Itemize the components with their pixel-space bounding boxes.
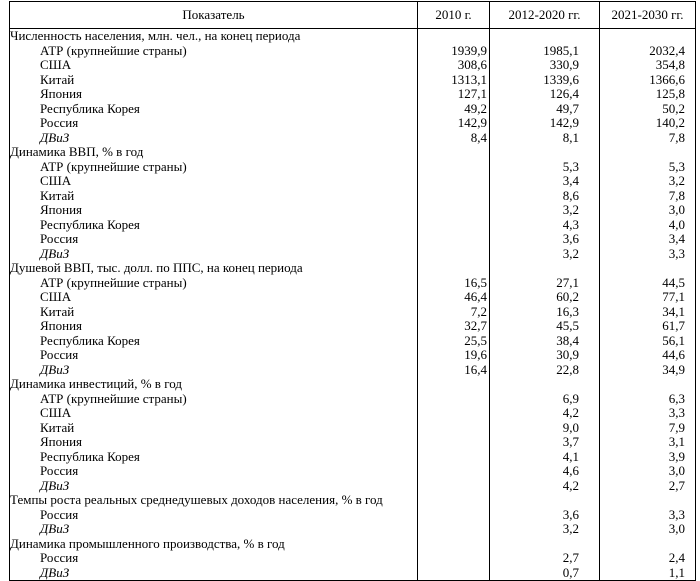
row-label: Китай (10, 305, 418, 320)
row-label: ДВиЗ (10, 131, 418, 146)
empty-cell (418, 29, 490, 44)
row-label: США (10, 406, 418, 421)
value-2021-2030: 354,8 (600, 58, 696, 73)
value-2010 (418, 247, 490, 262)
table-row (10, 508, 696, 523)
value-2012-2020: 6,9 (490, 392, 600, 407)
value-2021-2030: 2,7 (600, 479, 696, 494)
empty-cell (600, 29, 696, 44)
value-2021-2030: 56,1 (600, 334, 696, 349)
table-row (10, 189, 696, 204)
empty-cell (490, 537, 600, 552)
value-2010 (418, 189, 490, 204)
value-2021-2030: 3,0 (600, 464, 696, 479)
table-row (10, 348, 696, 363)
row-label: Республика Корея (10, 450, 418, 465)
header-2012-2020: 2012-2020 гг. (490, 2, 600, 29)
section-title: Темпы роста реальных среднедушевых доходов населения, % в год (10, 493, 418, 508)
value-2010: 1313,1 (418, 73, 490, 88)
row-label: Япония (10, 435, 418, 450)
empty-cell (490, 145, 600, 160)
value-2010: 8,4 (418, 131, 490, 146)
section-title: Динамика ВВП, % в год (10, 145, 418, 160)
value-2010 (418, 566, 490, 581)
table-row (10, 73, 696, 88)
value-2021-2030: 140,2 (600, 116, 696, 131)
value-2010: 19,6 (418, 348, 490, 363)
row-label: Россия (10, 116, 418, 131)
value-2012-2020: 16,3 (490, 305, 600, 320)
value-2012-2020: 1985,1 (490, 44, 600, 59)
table-row (10, 203, 696, 218)
value-2010 (418, 479, 490, 494)
value-2010 (418, 435, 490, 450)
value-2012-2020: 3,6 (490, 232, 600, 247)
value-2012-2020: 45,5 (490, 319, 600, 334)
empty-cell (600, 145, 696, 160)
row-label: АТР (крупнейшие страны) (10, 160, 418, 175)
table-row (10, 305, 696, 320)
section-row (10, 145, 696, 160)
value-2012-2020: 9,0 (490, 421, 600, 436)
empty-cell (418, 261, 490, 276)
value-2012-2020: 0,7 (490, 566, 600, 581)
table-row (10, 160, 696, 175)
table-row (10, 58, 696, 73)
value-2012-2020: 1339,6 (490, 73, 600, 88)
empty-cell (600, 261, 696, 276)
value-2021-2030: 3,3 (600, 406, 696, 421)
row-label: Япония (10, 319, 418, 334)
value-2012-2020: 3,2 (490, 522, 600, 537)
value-2021-2030: 50,2 (600, 102, 696, 117)
value-2010: 308,6 (418, 58, 490, 73)
value-2010 (418, 174, 490, 189)
table-row (10, 566, 696, 581)
value-2012-2020: 22,8 (490, 363, 600, 378)
table-row (10, 218, 696, 233)
table-row (10, 247, 696, 262)
value-2021-2030: 2032,4 (600, 44, 696, 59)
section-row (10, 377, 696, 392)
table-row (10, 44, 696, 59)
empty-cell (418, 145, 490, 160)
value-2012-2020: 142,9 (490, 116, 600, 131)
section-row (10, 261, 696, 276)
row-label: Россия (10, 348, 418, 363)
value-2021-2030: 2,4 (600, 551, 696, 566)
value-2012-2020: 5,3 (490, 160, 600, 175)
value-2021-2030: 6,3 (600, 392, 696, 407)
value-2012-2020: 4,2 (490, 479, 600, 494)
value-2021-2030: 3,4 (600, 232, 696, 247)
section-row (10, 493, 696, 508)
section-title: Численность населения, млн. чел., на конец периода (10, 29, 418, 44)
value-2010: 49,2 (418, 102, 490, 117)
header-2010: 2010 г. (418, 2, 490, 29)
value-2021-2030: 7,8 (600, 189, 696, 204)
row-label: ДВиЗ (10, 247, 418, 262)
table-row (10, 276, 696, 291)
table-row (10, 232, 696, 247)
forecast-table (9, 1, 696, 581)
value-2012-2020: 126,4 (490, 87, 600, 102)
value-2021-2030: 3,0 (600, 522, 696, 537)
empty-cell (490, 377, 600, 392)
table-row (10, 522, 696, 537)
row-label: Россия (10, 464, 418, 479)
value-2012-2020: 4,2 (490, 406, 600, 421)
table-row (10, 406, 696, 421)
value-2021-2030: 1,1 (600, 566, 696, 581)
value-2012-2020: 27,1 (490, 276, 600, 291)
value-2012-2020: 8,6 (490, 189, 600, 204)
header-row (10, 2, 696, 29)
value-2012-2020: 3,6 (490, 508, 600, 523)
empty-cell (418, 493, 490, 508)
empty-cell (600, 537, 696, 552)
value-2010 (418, 522, 490, 537)
table-row (10, 319, 696, 334)
value-2010 (418, 551, 490, 566)
row-label: ДВиЗ (10, 522, 418, 537)
table-row (10, 464, 696, 479)
table-body (10, 29, 696, 581)
value-2012-2020: 4,1 (490, 450, 600, 465)
value-2010: 25,5 (418, 334, 490, 349)
value-2012-2020: 60,2 (490, 290, 600, 305)
table-row (10, 116, 696, 131)
value-2021-2030: 3,9 (600, 450, 696, 465)
value-2012-2020: 3,7 (490, 435, 600, 450)
value-2010: 127,1 (418, 87, 490, 102)
value-2012-2020: 3,4 (490, 174, 600, 189)
value-2010: 16,5 (418, 276, 490, 291)
value-2012-2020: 38,4 (490, 334, 600, 349)
value-2021-2030: 5,3 (600, 160, 696, 175)
value-2012-2020: 4,3 (490, 218, 600, 233)
row-label: Китай (10, 73, 418, 88)
value-2021-2030: 125,8 (600, 87, 696, 102)
empty-cell (490, 493, 600, 508)
row-label: ДВиЗ (10, 479, 418, 494)
section-title: Душевой ВВП, тыс. долл. по ППС, на конец периода (10, 261, 418, 276)
row-label: Республика Корея (10, 334, 418, 349)
value-2021-2030: 34,1 (600, 305, 696, 320)
header-2021-2030: 2021-2030 гг. (600, 2, 696, 29)
header-indicator: Показатель (10, 2, 418, 29)
row-label: Китай (10, 189, 418, 204)
value-2010: 32,7 (418, 319, 490, 334)
value-2012-2020: 330,9 (490, 58, 600, 73)
table-row (10, 450, 696, 465)
table-row (10, 363, 696, 378)
table-row (10, 290, 696, 305)
row-label: США (10, 174, 418, 189)
empty-cell (418, 377, 490, 392)
value-2010 (418, 421, 490, 436)
empty-cell (418, 537, 490, 552)
value-2010 (418, 406, 490, 421)
value-2012-2020: 3,2 (490, 247, 600, 262)
table-row (10, 131, 696, 146)
row-label: АТР (крупнейшие страны) (10, 392, 418, 407)
value-2021-2030: 3,3 (600, 247, 696, 262)
value-2021-2030: 3,0 (600, 203, 696, 218)
value-2021-2030: 61,7 (600, 319, 696, 334)
empty-cell (490, 261, 600, 276)
value-2010 (418, 508, 490, 523)
value-2010: 46,4 (418, 290, 490, 305)
table-row (10, 479, 696, 494)
value-2010 (418, 392, 490, 407)
row-label: ДВиЗ (10, 566, 418, 581)
row-label: Республика Корея (10, 218, 418, 233)
row-label: Россия (10, 551, 418, 566)
value-2021-2030: 1366,6 (600, 73, 696, 88)
value-2010 (418, 464, 490, 479)
empty-cell (490, 29, 600, 44)
table-row (10, 551, 696, 566)
table-row (10, 421, 696, 436)
value-2021-2030: 34,9 (600, 363, 696, 378)
empty-cell (600, 493, 696, 508)
value-2010: 7,2 (418, 305, 490, 320)
value-2021-2030: 3,1 (600, 435, 696, 450)
value-2021-2030: 77,1 (600, 290, 696, 305)
table-row (10, 334, 696, 349)
value-2010 (418, 203, 490, 218)
section-title: Динамика промышленного производства, % в год (10, 537, 418, 552)
value-2010 (418, 232, 490, 247)
empty-cell (600, 377, 696, 392)
row-label: США (10, 290, 418, 305)
value-2012-2020: 2,7 (490, 551, 600, 566)
value-2012-2020: 49,7 (490, 102, 600, 117)
row-label: Япония (10, 203, 418, 218)
row-label: АТР (крупнейшие страны) (10, 44, 418, 59)
value-2012-2020: 3,2 (490, 203, 600, 218)
value-2012-2020: 30,9 (490, 348, 600, 363)
row-label: Япония (10, 87, 418, 102)
value-2021-2030: 4,0 (600, 218, 696, 233)
value-2010: 142,9 (418, 116, 490, 131)
value-2012-2020: 8,1 (490, 131, 600, 146)
table-row (10, 102, 696, 117)
row-label: ДВиЗ (10, 363, 418, 378)
table-row (10, 392, 696, 407)
section-title: Динамика инвестиций, % в год (10, 377, 418, 392)
value-2010 (418, 160, 490, 175)
row-label: США (10, 58, 418, 73)
table-row (10, 87, 696, 102)
value-2012-2020: 4,6 (490, 464, 600, 479)
row-label: Китай (10, 421, 418, 436)
value-2010 (418, 450, 490, 465)
section-row (10, 29, 696, 44)
table-row (10, 174, 696, 189)
value-2021-2030: 3,3 (600, 508, 696, 523)
row-label: Республика Корея (10, 102, 418, 117)
table-row (10, 435, 696, 450)
value-2021-2030: 7,8 (600, 131, 696, 146)
row-label: АТР (крупнейшие страны) (10, 276, 418, 291)
row-label: Россия (10, 508, 418, 523)
section-row (10, 537, 696, 552)
value-2021-2030: 44,6 (600, 348, 696, 363)
value-2010 (418, 218, 490, 233)
value-2021-2030: 44,5 (600, 276, 696, 291)
value-2021-2030: 7,9 (600, 421, 696, 436)
row-label: Россия (10, 232, 418, 247)
value-2021-2030: 3,2 (600, 174, 696, 189)
value-2010: 1939,9 (418, 44, 490, 59)
value-2010: 16,4 (418, 363, 490, 378)
